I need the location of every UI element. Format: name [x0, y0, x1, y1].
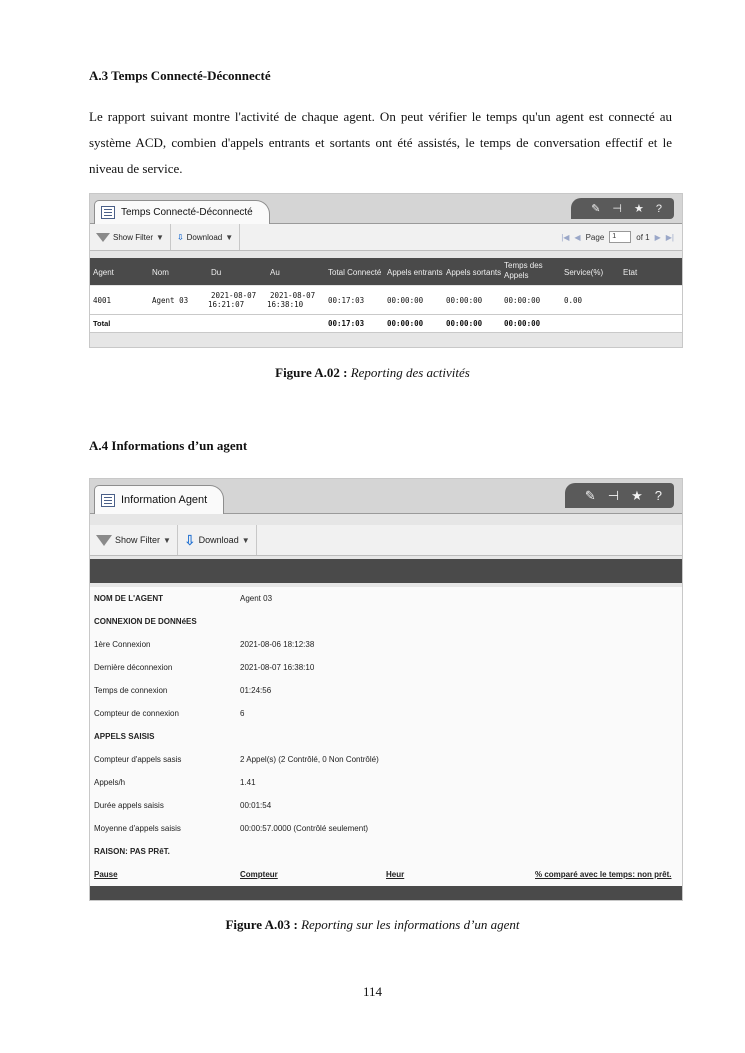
caption-text: Reporting des activités [350, 365, 470, 380]
chevron-down-icon: ▼ [225, 232, 234, 242]
info-row [90, 656, 682, 680]
info-row-value: 1.41 [240, 778, 256, 787]
cell-nom: Agent 03 [152, 296, 189, 305]
help-icon[interactable]: ? [655, 202, 662, 215]
chevron-down-icon: ▼ [163, 535, 171, 545]
pin-icon[interactable]: ⊣ [612, 203, 622, 215]
caption-label: Figure A.02 : [275, 365, 348, 380]
info-row-label: CONNEXION DE DONNéES [94, 617, 197, 626]
col-total-connecte[interactable]: Total Connecté [328, 268, 382, 277]
info-row [90, 702, 682, 726]
col-au[interactable]: Au [270, 268, 280, 277]
prev-page-icon[interactable]: ◀ [574, 232, 581, 242]
col-temps-appels[interactable]: Temps des Appels [504, 261, 543, 280]
figure-caption-a02 [0, 365, 745, 381]
next-page-icon[interactable]: ▶ [654, 232, 661, 242]
panel-tabbar [90, 194, 682, 224]
filter-icon [96, 535, 112, 546]
help-icon[interactable]: ? [654, 488, 662, 503]
download-icon: ⇩ [183, 531, 196, 548]
info-row-label: NOM DE L'AGENT [94, 594, 164, 603]
first-page-icon[interactable]: |◀ [561, 232, 570, 242]
section-heading-a4: A.4 Informations d’un agent [89, 438, 248, 453]
info-row-value: 00:01:54 [240, 801, 272, 810]
info-tab-title: Information Agent [121, 494, 208, 506]
info-section-row [90, 840, 682, 864]
info-links-row [90, 863, 682, 887]
pager-page-label: Page [585, 232, 605, 242]
total-sortants: 00:00:00 [446, 319, 483, 328]
report-panel-temps [89, 193, 683, 348]
col-service[interactable]: Service(%) [564, 268, 604, 277]
list-icon [101, 494, 115, 507]
info-row-label: Compteur de connexion [94, 709, 179, 718]
info-row [90, 817, 682, 841]
info-row-label: Moyenne d'appels saisis [94, 824, 181, 833]
compteur-link[interactable]: Compteur [240, 870, 278, 879]
info-row-label: Compteur d'appels sasis [94, 755, 182, 764]
table-row[interactable] [90, 286, 682, 315]
show-filter-label: Show Filter [115, 535, 161, 545]
cell-du-date: 2021-08-07 [211, 291, 257, 300]
heur-link[interactable]: Heur [386, 870, 405, 879]
report-tab[interactable] [94, 200, 270, 224]
last-page-icon[interactable]: ▶| [665, 232, 674, 242]
caption-text: Reporting sur les informations d’un agent [301, 917, 520, 932]
show-filter-button[interactable] [90, 525, 178, 555]
panel-toolicons [571, 198, 674, 219]
info-row-label: Dernière déconnexion [94, 663, 173, 672]
total-connecte: 00:17:03 [328, 319, 365, 328]
info-footer-bar [90, 886, 682, 900]
pause-link[interactable]: Pause [94, 870, 118, 879]
caption-label: Figure A.03 : [225, 917, 298, 932]
info-section-row [90, 725, 682, 749]
info-row-label: RAISON: PAS PRêT. [94, 847, 170, 856]
info-row [90, 771, 682, 795]
edit-icon[interactable]: ✎ [591, 203, 601, 215]
list-icon [101, 206, 115, 219]
pager-of-label: of 1 [636, 232, 650, 242]
info-row [90, 748, 682, 772]
star-icon[interactable]: ★ [634, 203, 644, 215]
info-row-label: 1ère Connexion [94, 640, 151, 649]
panel-tabbar [90, 479, 682, 514]
col-du[interactable]: Du [211, 268, 222, 277]
info-section-row [90, 610, 682, 634]
info-row-value: 2021-08-07 16:38:10 [240, 663, 315, 672]
info-row-value: 00:00:57.0000 (Contrôlé seulement) [240, 824, 369, 833]
chevron-down-icon: ▼ [156, 232, 164, 242]
total-temps: 00:00:00 [504, 319, 541, 328]
cell-temps: 00:00:00 [504, 296, 541, 305]
pct-link[interactable]: % comparé avec le temps: non prêt. [535, 870, 672, 879]
info-row-value: 2 Appel(s) (2 Contrôlé, 0 Non Contrôlé) [240, 755, 379, 764]
filter-icon [96, 233, 110, 242]
download-icon: ⇩ [176, 232, 184, 242]
info-row-label: APPELS SAISIS [94, 732, 155, 741]
info-row-value: Agent 03 [240, 594, 273, 603]
pager-page-input[interactable]: 1 [609, 231, 631, 243]
cell-entrants: 00:00:00 [387, 296, 424, 305]
download-label: Download [198, 535, 239, 545]
section-heading-a3: A.3 Temps Connecté-Déconnecté [89, 68, 271, 83]
figure-caption-a03 [0, 917, 745, 933]
col-nom[interactable]: Nom [152, 268, 169, 277]
pager [561, 231, 674, 243]
report-toolbar [90, 224, 682, 251]
cell-total: 00:17:03 [328, 296, 365, 305]
info-header-bar [90, 559, 682, 583]
info-row [90, 794, 682, 818]
download-label: Download [186, 232, 223, 242]
download-button[interactable] [171, 224, 240, 250]
table-header [90, 258, 682, 285]
download-button[interactable] [178, 525, 257, 555]
col-agent[interactable]: Agent [93, 268, 114, 277]
info-row [90, 587, 682, 611]
info-row-label: Durée appels saisis [94, 801, 164, 810]
show-filter-label: Show Filter [113, 232, 154, 242]
cell-sortants: 00:00:00 [446, 296, 483, 305]
report-tab-title: Temps Connecté-Déconnecté [121, 207, 253, 218]
col-etat[interactable]: Etat [623, 268, 638, 277]
total-entrants: 00:00:00 [387, 319, 424, 328]
pin-icon[interactable]: ⊣ [607, 487, 620, 503]
cell-service: 0.00 [564, 296, 583, 305]
info-row-value: 6 [240, 709, 245, 718]
info-row-label: Temps de connexion [94, 686, 168, 695]
info-row-value: 01:24:56 [240, 686, 272, 695]
chevron-down-icon: ▼ [241, 535, 250, 545]
show-filter-button[interactable] [90, 224, 171, 250]
section-paragraph-a3: Le rapport suivant montre l'activité de chaque agent. On peut vérifier le temps qu'un agent est connecté au système ACD, combien d'appels entrants et sortants ont été assistés, le temps de conversation effectif et le niveau de service. [89, 109, 672, 176]
page-number: 114 [362, 984, 383, 999]
panel-toolicons [565, 483, 674, 508]
star-icon[interactable]: ★ [631, 487, 643, 503]
edit-icon[interactable]: ✎ [584, 487, 596, 503]
col-appels-entrants[interactable]: Appels entrants [387, 268, 443, 277]
cell-au-date: 2021-08-07 [270, 291, 316, 300]
col-appels-sortants[interactable]: Appels sortants [446, 268, 502, 277]
total-label: Total [93, 319, 111, 328]
info-tab[interactable] [94, 485, 224, 514]
info-toolbar [90, 525, 682, 556]
info-row-value: 2021-08-06 18:12:38 [240, 640, 315, 649]
info-row [90, 679, 682, 703]
cell-au-time: 16:38:10 [267, 300, 304, 309]
table-total-row [90, 315, 682, 333]
cell-agent: 4001 [93, 296, 112, 305]
cell-du-time: 16:21:07 [208, 300, 245, 309]
info-agent-panel [89, 478, 683, 901]
info-row [90, 633, 682, 657]
info-row-label: Appels/h [94, 778, 126, 787]
